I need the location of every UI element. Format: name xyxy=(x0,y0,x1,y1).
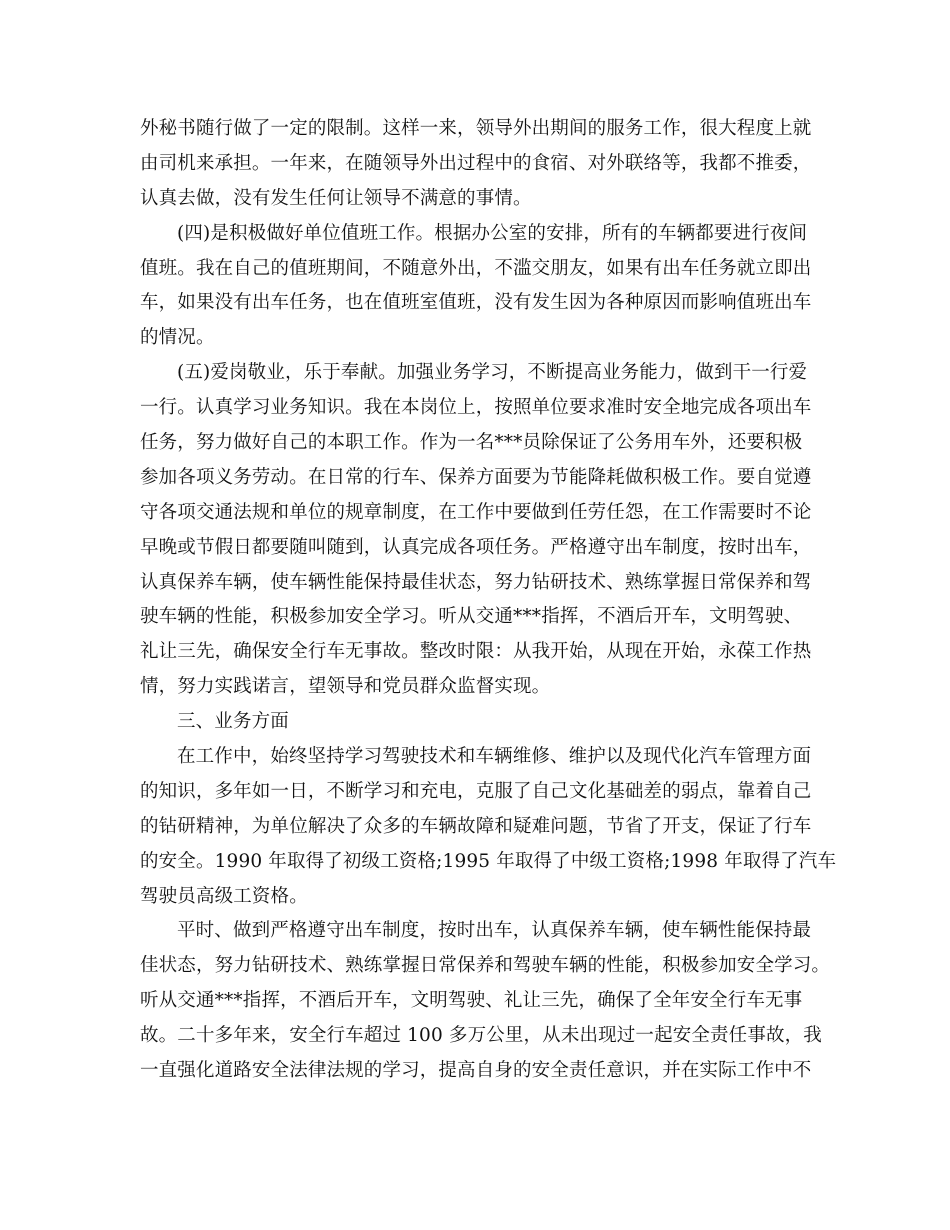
paragraph-line: 听从交通***指挥，不酒后开车，文明驾驶、礼让三先，确保了全年安全行车无事 xyxy=(140,990,803,1012)
paragraph-first-line: (五)爱岗敬业，乐于奉献。加强业务学习，不断提高业务能力，做到干一行爱 xyxy=(177,362,808,384)
paragraph-line: 的知识，多年如一日，不断学习和充电，克服了自己文化基础差的弱点，靠着自己 xyxy=(140,780,812,802)
paragraph-line: 情，努力实践诺言，望领导和党员群众监督实现。 xyxy=(140,676,551,698)
paragraph-line: 驾驶员高级工资格。 xyxy=(140,885,308,907)
paragraph-first-line: 在工作中，始终坚持学习驾驶技术和车辆维修、维护以及现代化汽车管理方面 xyxy=(177,746,812,768)
paragraph-line: 车，如果没有出车任务，也在值班室值班，没有发生因为各种原因而影响值班出车 xyxy=(140,292,812,314)
paragraph-line: 认真去做，没有发生任何让领导不满意的事情。 xyxy=(140,187,532,209)
paragraph-line: 故。二十多年来，安全行车超过 100 多万公里，从未出现过一起安全责任事故，我 xyxy=(140,1025,822,1047)
paragraph-line: 一行。认真学习业务知识。我在本岗位上，按照单位要求准时安全地完成各项出车 xyxy=(140,397,812,419)
document-page xyxy=(140,112,837,1089)
paragraph-line: 早晚或节假日都要随叫随到，认真完成各项任务。严格遵守出车制度，按时出车， xyxy=(140,536,812,558)
paragraph-line: 认真保养车辆，使车辆性能保持最佳状态，努力钻研技术、熟练掌握日常保养和驾 xyxy=(140,571,812,593)
paragraph-line: 参加各项义务劳动。在日常的行车、保养方面要为节能降耗做积极工作。要自觉遵 xyxy=(140,466,812,488)
paragraph-line: 驶车辆的性能，积极参加安全学习。听从交通***指挥，不酒后开车，文明驾驶、 xyxy=(140,606,803,628)
paragraph-line: 佳状态，努力钻研技术、熟练掌握日常保养和驾驶车辆的性能，积极参加安全学习。 xyxy=(140,955,831,977)
paragraph-first-line: 平时、做到严格遵守出车制度，按时出车，认真保养车辆，使车辆性能保持最 xyxy=(177,920,812,942)
paragraph-line: 一直强化道路安全法律法规的学习，提高自身的安全责任意识，并在实际工作中不 xyxy=(140,1060,812,1082)
paragraph-line: 礼让三先，确保安全行车无事故。整改时限：从我开始，从现在开始，永葆工作热 xyxy=(140,641,812,663)
paragraph-line: 的安全。1990 年取得了初级工资格;1995 年取得了中级工资格;1998 年取得了汽车 xyxy=(140,850,837,872)
paragraph-line: 外秘书随行做了一定的限制。这样一来，领导外出期间的服务工作，很大程度上就 xyxy=(140,118,812,139)
paragraph-line: 任务，努力做好自己的本职工作。作为一名***员除保证了公务用车外，还要积极 xyxy=(140,432,803,454)
paragraph-first-line: (四)是积极做好单位值班工作。根据办公室的安排，所有的车辆都要进行夜间 xyxy=(177,222,808,244)
paragraph-first-line: 三、业务方面 xyxy=(177,711,289,733)
paragraph-line: 由司机来承担。一年来，在随领导外出过程中的食宿、对外联络等，我都不推委， xyxy=(140,152,812,174)
paragraph-line: 值班。我在自己的值班期间，不随意外出，不滥交朋友，如果有出车任务就立即出 xyxy=(140,257,812,279)
paragraph-line: 守各项交通法规和单位的规章制度，在工作中要做到任劳任怨，在工作需要时不论 xyxy=(140,501,812,523)
paragraph-line: 的钻研精神，为单位解决了众多的车辆故障和疑难问题，节省了开支，保证了行车 xyxy=(140,815,812,837)
paragraph-line: 的情况。 xyxy=(140,327,215,349)
